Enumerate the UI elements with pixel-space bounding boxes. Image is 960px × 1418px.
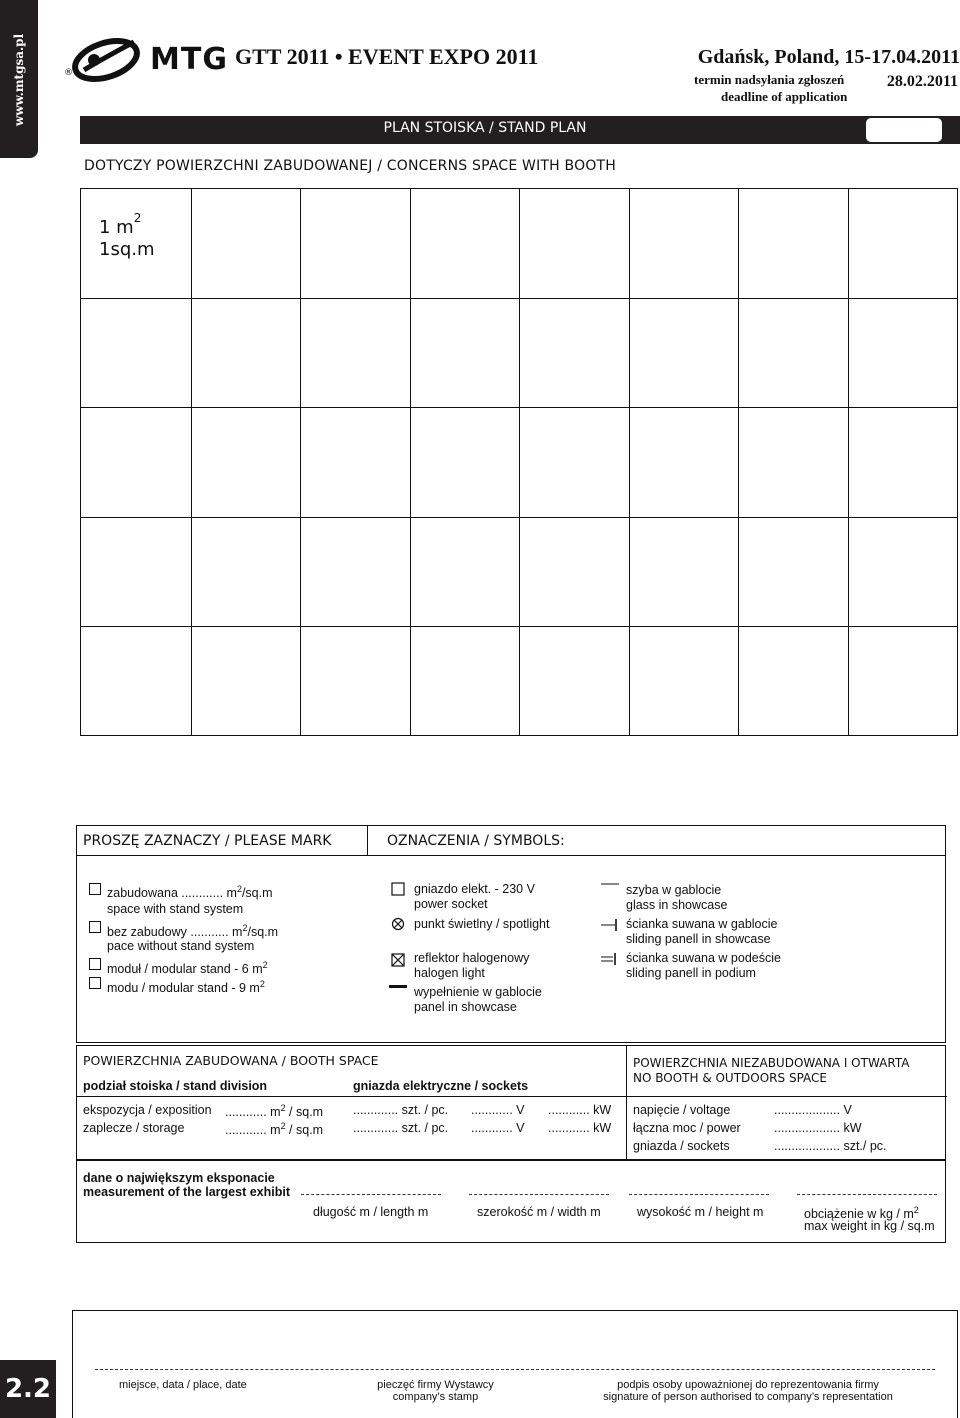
storage-qty-field[interactable]: ............. szt. / pc.	[353, 1121, 449, 1135]
power-field[interactable]: ................... kW	[774, 1121, 862, 1135]
booth-space-title: POWIERZCHNIA ZABUDOWANA / BOOTH SPACE	[83, 1053, 379, 1068]
outdoor-title-line1: POWIERZCHNIA NIEZABUDOWANA I OTWARTA	[633, 1056, 910, 1070]
exposition-qty-field[interactable]: ............. szt. / pc.	[353, 1103, 449, 1117]
grid-column-line	[300, 189, 301, 735]
logo-text: MTG	[150, 42, 228, 77]
concerns-heading: DOTYCZY POWIERZCHNI ZABUDOWANEJ / CONCERNS SPACE WITH BOOTH	[84, 158, 617, 174]
symbol-panel-label: wypełnienie w gablocie	[414, 985, 542, 999]
signature-section	[72, 1310, 958, 1418]
symbol-glass-sub: glass in showcase	[626, 898, 728, 912]
storage-label: zaplecze / storage	[83, 1121, 185, 1135]
event-title: GTT 2011 • EVENT EXPO 2011	[235, 44, 539, 69]
length-label: długość m / length m	[313, 1205, 429, 1219]
sockets-label: gniazda elektryczne / sockets	[353, 1079, 529, 1093]
stamp-label-line2: company’s stamp	[392, 1391, 479, 1403]
length-field[interactable]	[301, 1194, 441, 1195]
double-sliding-panel-icon	[601, 952, 619, 966]
symbol-panel-sub: panel in showcase	[414, 1000, 517, 1014]
voltage-field[interactable]: ................... V	[774, 1103, 852, 1117]
width-label: szerokość m / width m	[477, 1205, 601, 1219]
symbol-socket-label: gniazdo elekt. - 230 V	[414, 882, 535, 896]
symbol-spotlight-label: punkt świetlny / spotlight	[414, 917, 550, 931]
place-date-label: miejsce, data / place, date	[119, 1379, 247, 1391]
exhibit-title-line1: dane o największym eksponacie	[83, 1171, 275, 1185]
boxed-cross-icon	[391, 953, 405, 967]
exposition-volt-field[interactable]: ............ V	[471, 1103, 525, 1117]
weight-label: obciążenie w kg / $m^2$	[804, 1205, 919, 1222]
symbol-sliding-showcase-label: ścianka suwana w gablocie	[626, 917, 778, 931]
space-section	[76, 1045, 946, 1160]
stand-plan-grid[interactable]	[80, 188, 958, 736]
website-url: www.mtgsa.pl	[12, 33, 26, 127]
symbol-sliding-podium-label: ścianka suwana w podeście	[626, 951, 781, 965]
form-code-field[interactable]	[866, 118, 942, 142]
weight-field[interactable]	[797, 1194, 937, 1195]
grid-row-line	[81, 626, 957, 627]
grid-row-line	[81, 298, 957, 299]
stamp-label-line1: pieczęć firmy Wystawcy	[377, 1379, 494, 1391]
registered-mark: ®	[64, 68, 73, 78]
option-no-stand-checkbox[interactable]	[89, 921, 101, 933]
logo-swoosh-icon	[64, 30, 154, 90]
please-mark-title: PROSZĘ ZAZNACZY / PLEASE MARK	[83, 833, 332, 849]
symbols-title: OZNACZENIA / SYMBOLS:	[387, 833, 565, 849]
outdoor-sockets-field[interactable]: ................... szt./ pc.	[774, 1139, 887, 1153]
grid-row-line	[81, 407, 957, 408]
mark-symbols-section	[76, 825, 946, 1043]
banner-title: PLAN STOISKA / STAND PLAN	[383, 120, 587, 136]
grid-column-line	[410, 189, 411, 735]
stand-division-label: podział stoiska / stand division	[83, 1079, 268, 1093]
option-no-stand-label: bez zabudowy ........... $m^2/sq.m$	[107, 923, 279, 940]
symbol-sliding-podium-sub: sliding panell in podium	[626, 966, 756, 980]
signature-label-line2: signature of person authorised to company’s representation	[603, 1391, 893, 1403]
power-label: łączna moc / power	[633, 1121, 741, 1135]
symbol-sliding-showcase-sub: sliding panell in showcase	[626, 932, 771, 946]
grid-column-line	[191, 189, 192, 735]
symbol-halogen-sub: halogen light	[414, 966, 485, 980]
signature-label-line1: podpis osoby upoważnionej do reprezentowania firmy	[617, 1379, 879, 1391]
outdoor-sockets-label: gniazda / sockets	[633, 1139, 730, 1153]
exposition-kw-field[interactable]: ............ kW	[548, 1103, 612, 1117]
deadline-date: 28.02.2011	[886, 73, 958, 90]
largest-exhibit-section	[76, 1160, 946, 1243]
deadline-label-pl: termin nadsyłania zgłoszeń	[694, 72, 845, 87]
storage-kw-field[interactable]: ............ kW	[548, 1121, 612, 1135]
grid-row-line	[81, 517, 957, 518]
grid-column-line	[848, 189, 849, 735]
deadline-label-en: deadline of application	[721, 89, 848, 104]
option-stand-system-label: zabudowana ............ $m^2/sq.m$	[107, 884, 273, 901]
side-tab	[0, 0, 38, 158]
square-icon	[391, 882, 405, 896]
option-stand-system-sub: space with stand system	[107, 902, 244, 916]
exposition-label: ekspozycja / exposition	[83, 1103, 212, 1117]
page-number: 2.2	[0, 1360, 56, 1418]
height-field[interactable]	[629, 1194, 769, 1195]
thick-line-icon	[389, 984, 407, 990]
option-modular-9-label: modu / modular stand - 9 $m^2$	[107, 979, 265, 996]
symbol-glass-label: szyba w gablocie	[626, 883, 722, 897]
option-modular-9-checkbox[interactable]	[89, 977, 101, 989]
exposition-area-field[interactable]: ............ $m^2 / sq.m$	[225, 1103, 324, 1120]
circle-cross-icon	[391, 917, 405, 931]
symbol-socket-sub: power socket	[414, 897, 488, 911]
symbol-halogen-label: reflektor halogenowy	[414, 951, 530, 965]
voltage-label: napięcie / voltage	[633, 1103, 731, 1117]
option-modular-6-label: moduł / modular stand - 6 $m^2$	[107, 960, 268, 977]
storage-area-field[interactable]: ............ $m^2 / sq.m$	[225, 1121, 324, 1138]
option-stand-system-checkbox[interactable]	[89, 883, 101, 895]
place-dates: Gdańsk, Poland, 15-17.04.2011	[697, 46, 960, 68]
height-label: wysokość m / height m	[637, 1205, 764, 1219]
outdoor-title-line2: NO BOOTH & OUTDOORS SPACE	[633, 1071, 827, 1085]
mark-header	[77, 826, 945, 856]
grid-unit-label: 1 $m^2$ 1sq.m	[99, 211, 155, 260]
weight-label-en: max weight in kg / sq.m	[804, 1219, 935, 1233]
option-modular-6-checkbox[interactable]	[89, 958, 101, 970]
storage-volt-field[interactable]: ............ V	[471, 1121, 525, 1135]
grid-column-line	[629, 189, 630, 735]
exhibit-title-line2: measurement of the largest exhibit	[83, 1185, 291, 1199]
thin-line-icon	[601, 882, 619, 888]
width-field[interactable]	[469, 1194, 609, 1195]
grid-column-line	[519, 189, 520, 735]
mtg-logo	[64, 30, 228, 90]
grid-column-line	[738, 189, 739, 735]
stand-plan-banner	[80, 116, 960, 144]
signature-line[interactable]	[95, 1369, 935, 1370]
sliding-panel-icon	[601, 918, 619, 932]
option-no-stand-sub: pace without stand system	[107, 939, 255, 953]
